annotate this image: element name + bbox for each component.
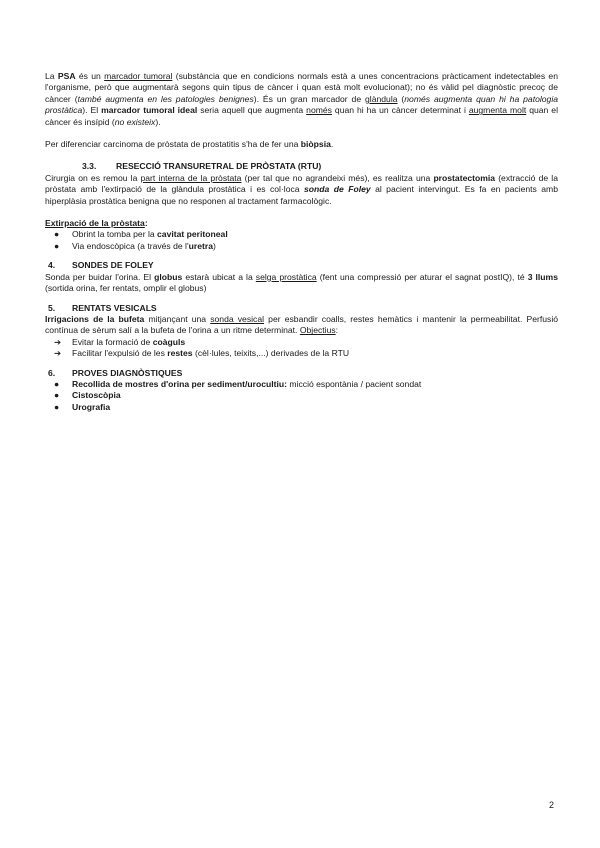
text: (per tal que no agrandeixi més), es realitza una [241,172,434,183]
rtu-paragraph [45,173,558,207]
list-item [45,337,558,348]
text: La [45,71,58,81]
bullet-icon: ● [54,229,60,240]
text: Sonda per buidar l'orina. El [45,271,155,282]
sonda-foley-term: sonda de Foley [304,184,371,195]
section-5-heading [45,303,558,314]
list-item [45,402,558,413]
bold-term: Cistoscòpia [72,390,121,401]
bullet-icon: ● [54,378,60,389]
proves-list [45,379,558,413]
section-number: 5. [48,302,56,313]
text: (sortida orina, fer rentats, omplir el globus) [45,283,207,294]
italic-note: només augmenta quan hi ha patologia prostàtica [45,93,559,116]
nomes-term: només [306,105,332,116]
marcador-tumoral-term: marcador tumoral [104,71,173,81]
text: quan hi ha un càncer determinat i [331,105,469,116]
marcador-ideal-term: marcador tumoral ideal [101,105,198,116]
text: ). [155,116,161,127]
bold-term: coàguls [152,336,186,347]
text: ( [397,93,405,104]
irrigacions-term: Irrigacions de la bufeta [45,313,145,324]
text: . [330,139,334,150]
section-number: 4. [48,260,56,271]
selga-prostatica-term: selga prostàtica [255,271,317,282]
text: (extracció de la pròstata amb l'extirpació de la glàndula prostàtica i es col·loca [45,172,558,195]
list-item [45,390,558,401]
augmenta-molt-term: augmenta molt [468,105,527,116]
sonda-vesical-term: sonda vesical [210,313,265,324]
biopsia-paragraph [45,139,558,150]
list-item [45,241,558,252]
text: Via endoscòpica (a través de l' [72,240,189,251]
bold-term: Urografia [72,401,111,412]
text: ). El [82,105,102,116]
bold-term: uretra [188,240,213,251]
text: Facilitar l'expulsió de les [72,348,168,359]
page-number: 2 [549,800,555,810]
bullet-icon: ● [54,401,60,412]
text: estarà ubicat a la [182,271,256,282]
glandula-term: glàndula [365,93,398,104]
text: Obrint la tomba per la [72,229,158,240]
text: (fent una compressió per aturar el sagnat postIQ), té [316,271,528,282]
bold-term: cavitat peritoneal [157,229,228,240]
text: és un [75,71,105,81]
section-number: 3.3. [82,161,97,172]
text: ). És un gran marcador de [253,93,366,104]
list-item [45,348,558,359]
arrow-icon: ➔ [54,348,62,359]
section-6-heading [45,368,558,379]
section-3-3-heading [45,161,558,172]
text: (cèl·lules, teixits,...) derivades de la RTU [192,348,350,359]
text: micció espontània / pacient sondat [287,378,422,389]
psa-paragraph [45,71,558,128]
text: : [144,218,148,229]
text: quan el càncer és insípid ( [45,105,558,127]
bold-term: restes [167,348,193,359]
extirpacio-heading [45,218,558,229]
text: ) [212,240,216,251]
italic-note: no existeix [114,116,156,127]
bullet-icon: ● [54,390,60,401]
section-4-heading [45,260,558,271]
psa-term: PSA [57,71,76,81]
text: Per diferenciar carcinoma de pròstata de prostatitis s'ha de fer una [45,139,301,150]
text: Cirurgia on es remou la [45,172,141,183]
globus-term: globus [154,271,183,282]
objectius-list [45,337,558,360]
text: mitjançant una [144,313,211,324]
foley-paragraph [45,272,558,295]
part-interna-term: part interna de la pròstata [140,172,242,183]
section-title: RESECCIÓ TRANSURETRAL DE PRÒSTATA (RTU) [116,161,322,172]
bold-term: Recollida de mostres d'orina per sediment/urocultiu: [72,378,288,389]
llums-term: 3 llums [527,271,558,282]
section-title: RENTATS VESICALS [72,302,157,313]
list-item [45,229,558,240]
extirpacio-list [45,229,558,252]
page-content [45,71,558,413]
rentats-paragraph [45,314,558,337]
section-title: PROVES DIAGNÒSTIQUES [72,367,183,378]
list-item [45,379,558,390]
text: Evitar la formació de [72,336,153,347]
section-number: 6. [48,367,56,378]
prostatectomia-term: prostatectomia [433,172,496,183]
text: al pacient intervingut. Es fa en pacients amb hiperplàsia prostàtica benigna que no responen al tractament farmacològic. [45,184,558,206]
italic-note: també augmenta en les patologies benignes [77,93,254,104]
text: (substància que en condicions normals està a unes concentracions pràcticament indetectables en l'organisme, però que augmentarà segons quin tipus de càncer i quan està molt evolucionat); no és vàlid pel diagnòstic precoç de càncer ( [45,71,558,104]
text: : [335,325,339,336]
bullet-icon: ● [54,240,60,251]
objectius-term: Objectius [299,325,336,336]
text: per esbandir coalls, restes hemàtics i mantenir la permeabilitat. Perfusió contínua de sèrum salí a la bufeta de l'orina a un ritme determinat. [45,313,559,336]
subheading: Extirpació de la pròstata [45,218,145,229]
section-title: SONDES DE FOLEY [72,260,154,271]
biopsia-term: biòpsia [300,139,331,150]
text: seria aquell que augmenta [197,105,307,116]
arrow-icon: ➔ [54,336,62,347]
